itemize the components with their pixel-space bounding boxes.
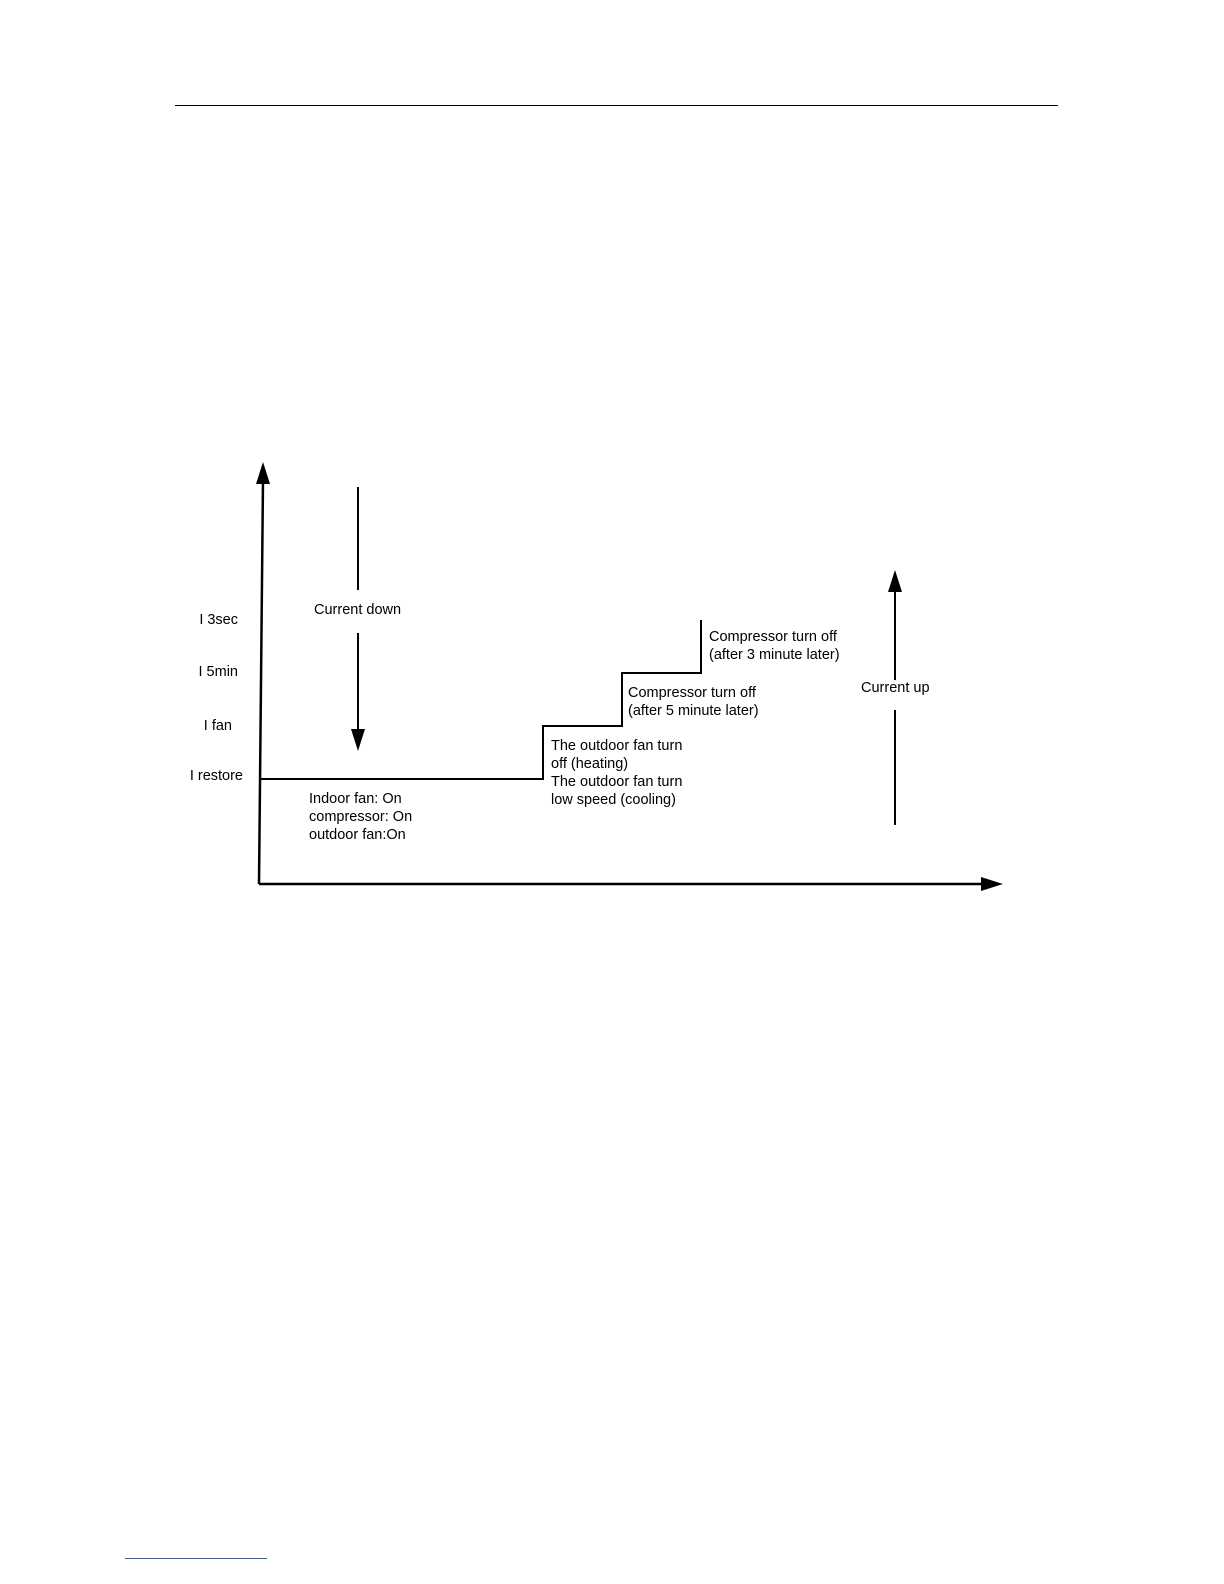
fan-state-line-2: off (heating): [551, 756, 629, 772]
five-min-state-note: [628, 684, 759, 720]
x-axis-arrowhead: [981, 877, 1003, 891]
restore-state-line-2: compressor: On: [309, 809, 413, 825]
five-min-state-line-2: (after 5 minute later): [628, 703, 759, 719]
restore-state-line-1: Indoor fan: On: [309, 791, 402, 807]
three-sec-state-line-2: (after 3 minute later): [709, 647, 840, 663]
current-down-label: Current down: [314, 602, 402, 618]
y-axis: [259, 480, 263, 884]
three-sec-state-note: [709, 628, 840, 664]
footer-link-underline: [125, 1558, 267, 1559]
y-label-fan: I fan: [203, 718, 232, 734]
y-label-restore: I restore: [189, 768, 243, 784]
y-axis-arrowhead: [256, 462, 270, 484]
three-sec-state-line-1: Compressor turn off: [709, 629, 837, 645]
five-min-state-line-1: Compressor turn off: [628, 685, 756, 701]
fan-state-line-4: low speed (cooling): [551, 792, 676, 808]
current-down-arrowhead: [351, 729, 365, 751]
fan-state-line-1: The outdoor fan turn: [551, 738, 683, 754]
current-up-label: Current up: [861, 680, 930, 696]
fan-state-line-3: The outdoor fan turn: [551, 774, 683, 790]
current-up-arrowhead: [888, 570, 902, 592]
y-label-5min: I 5min: [198, 664, 238, 680]
fan-state-note: [551, 737, 682, 809]
y-label-3sec: I 3sec: [199, 612, 238, 628]
restore-state-note: [309, 790, 412, 844]
restore-state-line-3: outdoor fan:On: [309, 827, 406, 843]
